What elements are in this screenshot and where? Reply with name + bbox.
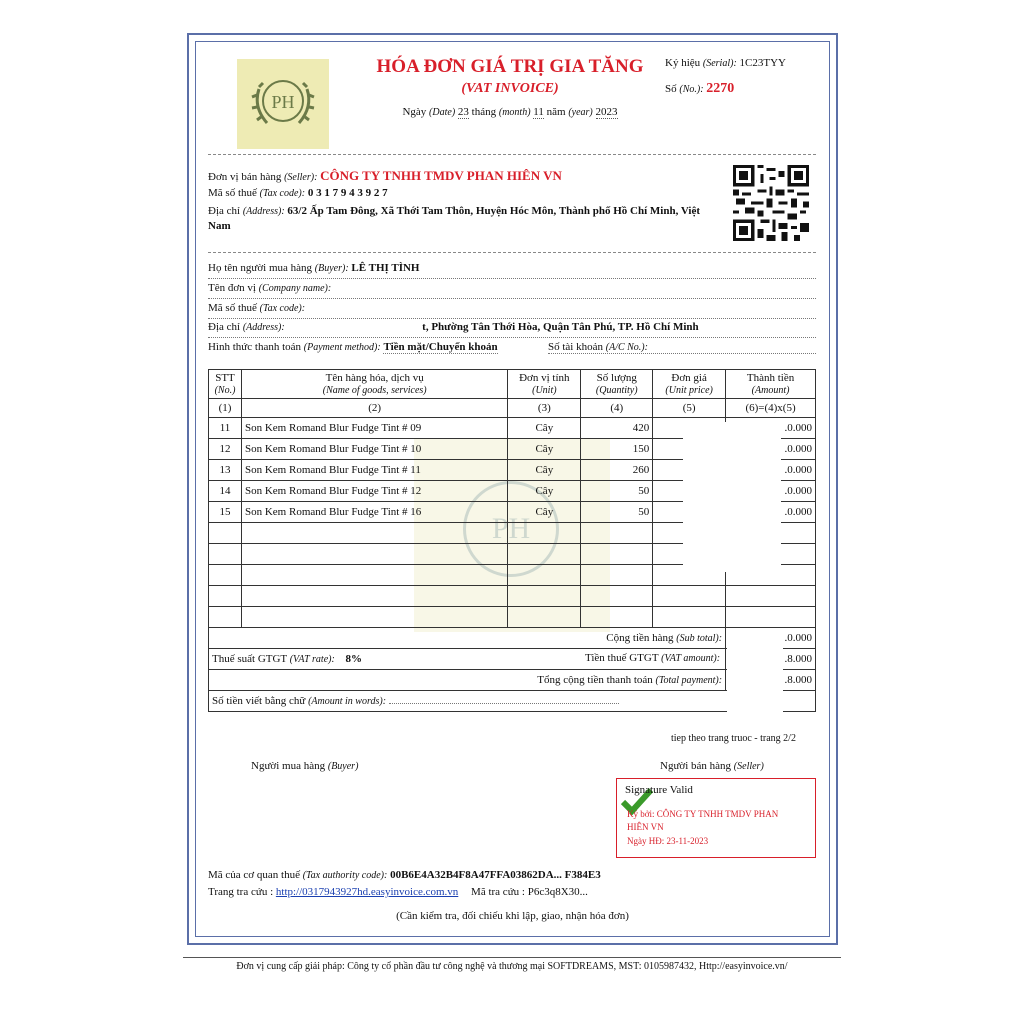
- buyer-sign-prefix: Người mua hàng: [251, 760, 326, 772]
- empty-row: [209, 586, 816, 607]
- header-qty: Số lượng (Quantity): [581, 370, 653, 399]
- total-prefix: Tổng cộng tiền thanh toán: [537, 674, 653, 686]
- signature-box: [616, 778, 816, 858]
- row-qty: 50: [581, 502, 653, 523]
- seller-name-line: [208, 168, 562, 184]
- seller-name-prefix: Đơn vị bán hàng: [208, 171, 282, 183]
- buyer-address-line: [208, 321, 816, 338]
- row-item-name: Son Kem Romand Blur Fudge Tint # 11: [241, 460, 507, 481]
- date-prefix: Ngày: [402, 106, 427, 118]
- redaction-mask: [727, 628, 783, 714]
- date-month: 11: [533, 106, 544, 118]
- col-number: (5): [653, 399, 726, 418]
- row-stt: 12: [209, 439, 242, 460]
- row-qty: 150: [581, 439, 653, 460]
- vat-amount-prefix: Tiền thuế GTGT: [585, 652, 659, 664]
- footer-divider: [183, 957, 841, 958]
- buyer-address-label: (Address):: [242, 322, 285, 333]
- provider-note: Đơn vị cung cấp giải pháp: Công ty cổ phần đầu tư công nghệ và thương mại SOFTDREAMS, MST: 0105987432, Http://easyinvoice.vn/: [236, 961, 788, 972]
- laurel-logo-icon: [237, 59, 329, 149]
- seller-name: CÔNG TY TNHH TMDV PHAN HIÊN VN: [320, 168, 562, 183]
- no-prefix: Số: [665, 83, 677, 95]
- vat-rate: 8%: [345, 653, 363, 665]
- row-unit: Cây: [508, 460, 581, 481]
- authority-label: (Tax authority code):: [302, 870, 388, 881]
- row-qty: 420: [581, 418, 653, 439]
- payment-label: (Payment method):: [303, 342, 381, 353]
- serial-prefix: Ký hiệu: [665, 57, 701, 69]
- buyer-address-prefix: Địa chỉ: [208, 321, 241, 333]
- lookup-label: Trang tra cứu :: [208, 886, 274, 898]
- seller-tax-prefix: Mã số thuế: [208, 187, 257, 199]
- signature-valid: Signature Valid: [625, 784, 693, 796]
- total-row: [209, 670, 816, 691]
- row-unit: Cây: [508, 439, 581, 460]
- invoice-number: 2270: [706, 81, 735, 96]
- row-amount: .0.000: [726, 502, 816, 523]
- total-label: (Total payment):: [655, 675, 723, 686]
- lookup-line: [208, 886, 588, 898]
- year-label: (year): [568, 107, 593, 118]
- row-stt: 13: [209, 460, 242, 481]
- seller-sign-label: (Seller): [733, 761, 764, 772]
- buyer-name-prefix: Họ tên người mua hàng: [208, 262, 313, 274]
- account-label: (A/C No.):: [605, 342, 648, 353]
- buyer-tax-prefix: Mã số thuế: [208, 302, 257, 314]
- col-number: (4): [581, 399, 653, 418]
- col-number: (2): [241, 399, 507, 418]
- redaction-mask: [683, 422, 781, 572]
- continue-note: tiep theo trang truoc - trang 2/2: [671, 733, 796, 744]
- buyer-name: LÊ THỊ TÌNH: [351, 262, 420, 274]
- header-price: Đơn giá (Unit price): [653, 370, 726, 399]
- check-note: (Cần kiểm tra, đối chiếu khi lập, giao, nhận hóa đơn): [396, 910, 629, 922]
- divider: [208, 252, 816, 253]
- seller-tax-code: 0 3 1 7 9 4 3 9 2 7: [307, 187, 388, 199]
- row-amount: .0.000: [726, 439, 816, 460]
- divider: [208, 154, 816, 155]
- seller-address-prefix: Địa chỉ: [208, 205, 241, 217]
- seller-address: 63/2 Ấp Tam Đông, Xã Thới Tam Thôn, Huyện Hóc Môn, Thành phố Hồ Chí Minh, Việt: [287, 205, 701, 217]
- invoice-number-line: [665, 81, 734, 97]
- account-prefix: Số tài khoản: [548, 341, 603, 353]
- buyer-tax-label: (Tax code):: [259, 303, 306, 314]
- qr-code-icon: [733, 165, 809, 241]
- authority-prefix: Mã của cơ quan thuế: [208, 869, 300, 881]
- year-prefix: năm: [546, 106, 566, 118]
- buyer-signature-label: [251, 760, 358, 772]
- signature-signed-by-cont: HIÊN VN: [627, 822, 664, 832]
- serial-label: (Serial):: [702, 58, 737, 69]
- invoice-date: [320, 106, 700, 118]
- signature-date: Ngày HĐ: 23-11-2023: [627, 836, 709, 846]
- column-number-row: [209, 399, 816, 418]
- row-qty: 50: [581, 481, 653, 502]
- lookup-code: P6c3q8X30...: [527, 886, 588, 898]
- vat-amount: .8.000: [726, 649, 816, 670]
- buyer-name-line: [208, 262, 816, 279]
- row-qty: 260: [581, 460, 653, 481]
- row-unit: Cây: [508, 481, 581, 502]
- col-number: (1): [209, 399, 242, 418]
- seller-sign-prefix: Người bán hàng: [660, 760, 732, 772]
- date-day: 23: [457, 106, 469, 118]
- vat-row: [209, 649, 816, 670]
- company-logo: [237, 59, 329, 149]
- invoice-title: HÓA ĐƠN GIÁ TRỊ GIA TĂNG: [376, 56, 644, 77]
- seller-address-line2: [208, 220, 231, 232]
- seller-address-line: [208, 205, 700, 217]
- invoice-subtitle: (VAT INVOICE): [461, 81, 559, 96]
- row-amount: .0.000: [726, 481, 816, 502]
- signature-signed-by: Ký bởi: CÔNG TY TNHH TMDV PHAN: [627, 809, 779, 819]
- header-stt: STT (No.): [209, 370, 242, 399]
- lookup-link[interactable]: http://0317943927hd.easyinvoice.com.vn: [275, 886, 459, 898]
- vat-amount-label: (VAT amount):: [661, 653, 721, 664]
- vat-rate-label: (VAT rate):: [289, 654, 335, 665]
- row-stt: 14: [209, 481, 242, 502]
- subtotal-label: (Sub total):: [676, 633, 723, 644]
- words-label: (Amount in words):: [308, 696, 387, 707]
- seller-name-label: (Seller):: [284, 172, 318, 183]
- subtotal-value: .0.000: [726, 628, 816, 649]
- empty-row: [209, 607, 816, 628]
- amount-words-row: [209, 691, 816, 712]
- no-label: (No.):: [679, 84, 704, 95]
- buyer-name-label: (Buyer):: [314, 263, 349, 274]
- buyer-company-prefix: Tên đơn vị: [208, 282, 256, 294]
- payment-prefix: Hình thức thanh toán: [208, 341, 302, 353]
- buyer-sign-label: (Buyer): [327, 761, 359, 772]
- row-stt: 15: [209, 502, 242, 523]
- serial-value: 1C23TYY: [739, 57, 786, 69]
- row-item-name: Son Kem Romand Blur Fudge Tint # 09: [241, 418, 507, 439]
- seller-address-cont: Nam: [208, 220, 231, 232]
- table-header-row: [209, 370, 816, 399]
- lookup-code-label: Mã tra cứu :: [471, 886, 525, 898]
- col-number: (6)=(4)x(5): [726, 399, 816, 418]
- amount-words-redacted: [389, 703, 619, 704]
- seller-address-label: (Address):: [242, 206, 285, 217]
- seller-tax-label: (Tax code):: [259, 188, 306, 199]
- row-unit: Cây: [508, 502, 581, 523]
- buyer-account-line: [548, 341, 816, 354]
- tax-authority-code: 00B6E4A32B4F8A47FFA03862DA... F384E3: [390, 869, 601, 881]
- date-year: 2023: [595, 106, 618, 118]
- seller-tax-line: [208, 187, 388, 199]
- month-label: (month): [498, 107, 531, 118]
- header-name: Tên hàng hóa, dịch vụ (Name of goods, services): [241, 370, 507, 399]
- words-prefix: Số tiền viết bằng chữ: [212, 695, 306, 707]
- date-label: (Date): [429, 107, 456, 118]
- row-amount: .0.000: [726, 460, 816, 481]
- row-item-name: Son Kem Romand Blur Fudge Tint # 10: [241, 439, 507, 460]
- buyer-payment-line: [208, 341, 498, 353]
- buyer-company-label: (Company name):: [258, 283, 332, 294]
- vat-rate-prefix: Thuế suất GTGT: [212, 653, 287, 665]
- buyer-tax-line: [208, 302, 816, 319]
- tax-authority-line: [208, 869, 601, 881]
- total-value: .8.000: [726, 670, 816, 691]
- buyer-company-line: [208, 282, 816, 299]
- subtotal-row: [209, 628, 816, 649]
- header-unit: Đơn vị tính (Unit): [508, 370, 581, 399]
- subtotal-prefix: Cộng tiền hàng: [606, 632, 674, 644]
- row-stt: 11: [209, 418, 242, 439]
- row-item-name: Son Kem Romand Blur Fudge Tint # 12: [241, 481, 507, 502]
- row-item-name: Son Kem Romand Blur Fudge Tint # 16: [241, 502, 507, 523]
- col-number: (3): [508, 399, 581, 418]
- header-amount: Thành tiền (Amount): [726, 370, 816, 399]
- month-prefix: tháng: [471, 106, 497, 118]
- row-amount: .0.000: [726, 418, 816, 439]
- row-unit: Cây: [508, 418, 581, 439]
- seller-signature-label: [660, 760, 764, 772]
- watermark-logo-icon: PH: [463, 481, 559, 577]
- serial-line: [665, 57, 786, 69]
- buyer-address: t, Phường Tân Thới Hòa, Quận Tân Phú, TP. Hồ Chí Minh: [422, 321, 699, 333]
- logo-text: PH: [271, 92, 295, 112]
- payment-method: Tiền mặt/Chuyển khoản: [383, 341, 498, 353]
